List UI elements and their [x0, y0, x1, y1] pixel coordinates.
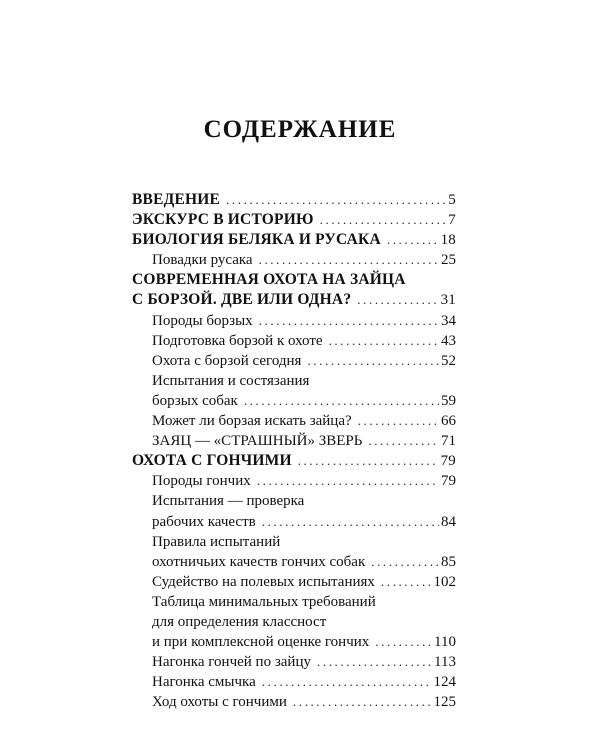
- toc-entry-text: Нагонка смычка: [152, 674, 256, 691]
- dot-leader: [368, 431, 439, 451]
- toc-entry-text: Может ли борзая искать зайца?: [152, 413, 352, 430]
- toc-page-number: 66: [441, 413, 456, 430]
- toc-entry-text: Нагонка гончей по зайцу: [152, 654, 311, 671]
- toc-page-number: 71: [441, 433, 456, 450]
- toc-entry: [132, 331, 456, 351]
- toc-entry-text: Подготовка борзой к охоте: [152, 332, 323, 349]
- toc-entry-text: Повадки русака: [152, 252, 253, 269]
- toc-page-number: 124: [433, 674, 456, 691]
- toc-entry-text: Охота с борзой сегодня: [152, 352, 302, 369]
- toc-entry: [132, 290, 456, 310]
- toc-entry-text: Правила испытаний: [152, 533, 281, 550]
- toc-entry: [132, 250, 456, 270]
- dot-leader: [375, 632, 432, 652]
- toc-entry-text: Испытания — проверка: [152, 493, 305, 510]
- toc-page-number: 84: [441, 513, 456, 530]
- dot-leader: [257, 471, 439, 491]
- dot-leader: [262, 512, 439, 532]
- page-title: СОДЕРЖАНИЕ: [203, 116, 397, 143]
- toc-page-number: 79: [440, 453, 456, 470]
- toc-entry-text: рабочих качеств: [152, 513, 256, 530]
- dot-leader: [262, 672, 432, 692]
- dot-leader: [244, 391, 439, 411]
- toc-entry: [132, 411, 456, 431]
- toc-entry-text: Судейство на полевых испытаниях: [152, 573, 375, 590]
- dot-leader: [259, 311, 439, 331]
- toc-page-number: 31: [440, 292, 456, 309]
- toc-entry: [132, 692, 456, 712]
- toc-entry-text: и при комплексной оценке гончих: [152, 634, 370, 651]
- dot-leader: [357, 290, 438, 310]
- dot-leader: [387, 230, 439, 250]
- toc-entry: [132, 190, 456, 210]
- toc-page-number: 7: [448, 212, 456, 229]
- toc-entry-text: СОВРЕМЕННАЯ ОХОТА НА ЗАЙЦА: [132, 271, 406, 289]
- toc-page-number: 113: [434, 654, 456, 671]
- toc-entry-text: Породы борзых: [152, 312, 253, 329]
- table-of-contents: [132, 190, 456, 712]
- toc-entry: [132, 270, 456, 290]
- toc-entry: [132, 512, 456, 532]
- dot-leader: [358, 411, 439, 431]
- toc-entry-text: Породы гончих: [152, 473, 251, 490]
- toc-page-number: 5: [448, 192, 456, 208]
- dot-leader: [381, 572, 432, 592]
- dot-leader: [320, 210, 447, 230]
- dot-leader: [226, 190, 446, 210]
- toc-page-number: 110: [434, 634, 456, 651]
- toc-entry-text: БИОЛОГИЯ БЕЛЯКА И РУСАКА: [132, 231, 381, 249]
- toc-page-number: 25: [441, 252, 456, 269]
- toc-page-number: 85: [441, 553, 456, 570]
- toc-entry: [132, 572, 456, 592]
- dot-leader: [329, 331, 439, 351]
- toc-page-number: 59: [441, 392, 456, 409]
- toc-page-number: 125: [433, 694, 456, 711]
- toc-entry: [132, 491, 456, 511]
- toc-entry: [132, 351, 456, 371]
- toc-page-number: 102: [433, 573, 456, 590]
- toc-entry-text: для определения классност: [152, 613, 327, 630]
- toc-page-number: 52: [441, 352, 456, 369]
- toc-entry: [132, 471, 456, 491]
- toc-entry-text: ЗАЯЦ — «СТРАШНЫЙ» ЗВЕРЬ: [152, 433, 363, 450]
- toc-entry-text: Ход охоты с гончими: [152, 694, 287, 711]
- toc-entry-text: Испытания и состязания: [152, 372, 310, 389]
- toc-entry: [132, 532, 456, 552]
- toc-entry-text: ВВЕДЕНИЕ: [132, 191, 221, 208]
- toc-entry: [132, 311, 456, 331]
- toc-entry: [132, 672, 456, 692]
- dot-leader: [317, 652, 432, 672]
- toc-page-number: 43: [441, 332, 456, 349]
- toc-entry: [132, 371, 456, 391]
- toc-page-number: 34: [441, 312, 456, 329]
- dot-leader: [293, 692, 432, 712]
- toc-entry: [132, 451, 456, 471]
- toc-entry-text: Таблица минимальных требований: [152, 593, 376, 610]
- toc-entry: [132, 592, 456, 612]
- toc-entry: [132, 431, 456, 451]
- toc-entry: [132, 210, 456, 230]
- toc-page-number: 79: [441, 473, 456, 490]
- toc-entry-text: охотничьих качеств гончих собак: [152, 553, 366, 570]
- toc-entry-text: ЭКСКУРС В ИСТОРИЮ: [132, 211, 314, 229]
- toc-entry-text: С БОРЗОЙ. ДВЕ ИЛИ ОДНА?: [132, 291, 352, 309]
- dot-leader: [259, 250, 439, 270]
- toc-entry-text: борзых собак: [152, 392, 238, 409]
- dot-leader: [371, 552, 439, 572]
- toc-entry: [132, 391, 456, 411]
- toc-entry: [132, 632, 456, 652]
- dot-leader: [307, 351, 439, 371]
- toc-page-number: 18: [440, 232, 456, 249]
- toc-entry: [132, 612, 456, 632]
- toc-entry: [132, 652, 456, 672]
- dot-leader: [298, 451, 439, 471]
- toc-entry-text: ОХОТА С ГОНЧИМИ: [132, 452, 292, 470]
- toc-entry: [132, 230, 456, 250]
- toc-entry: [132, 552, 456, 572]
